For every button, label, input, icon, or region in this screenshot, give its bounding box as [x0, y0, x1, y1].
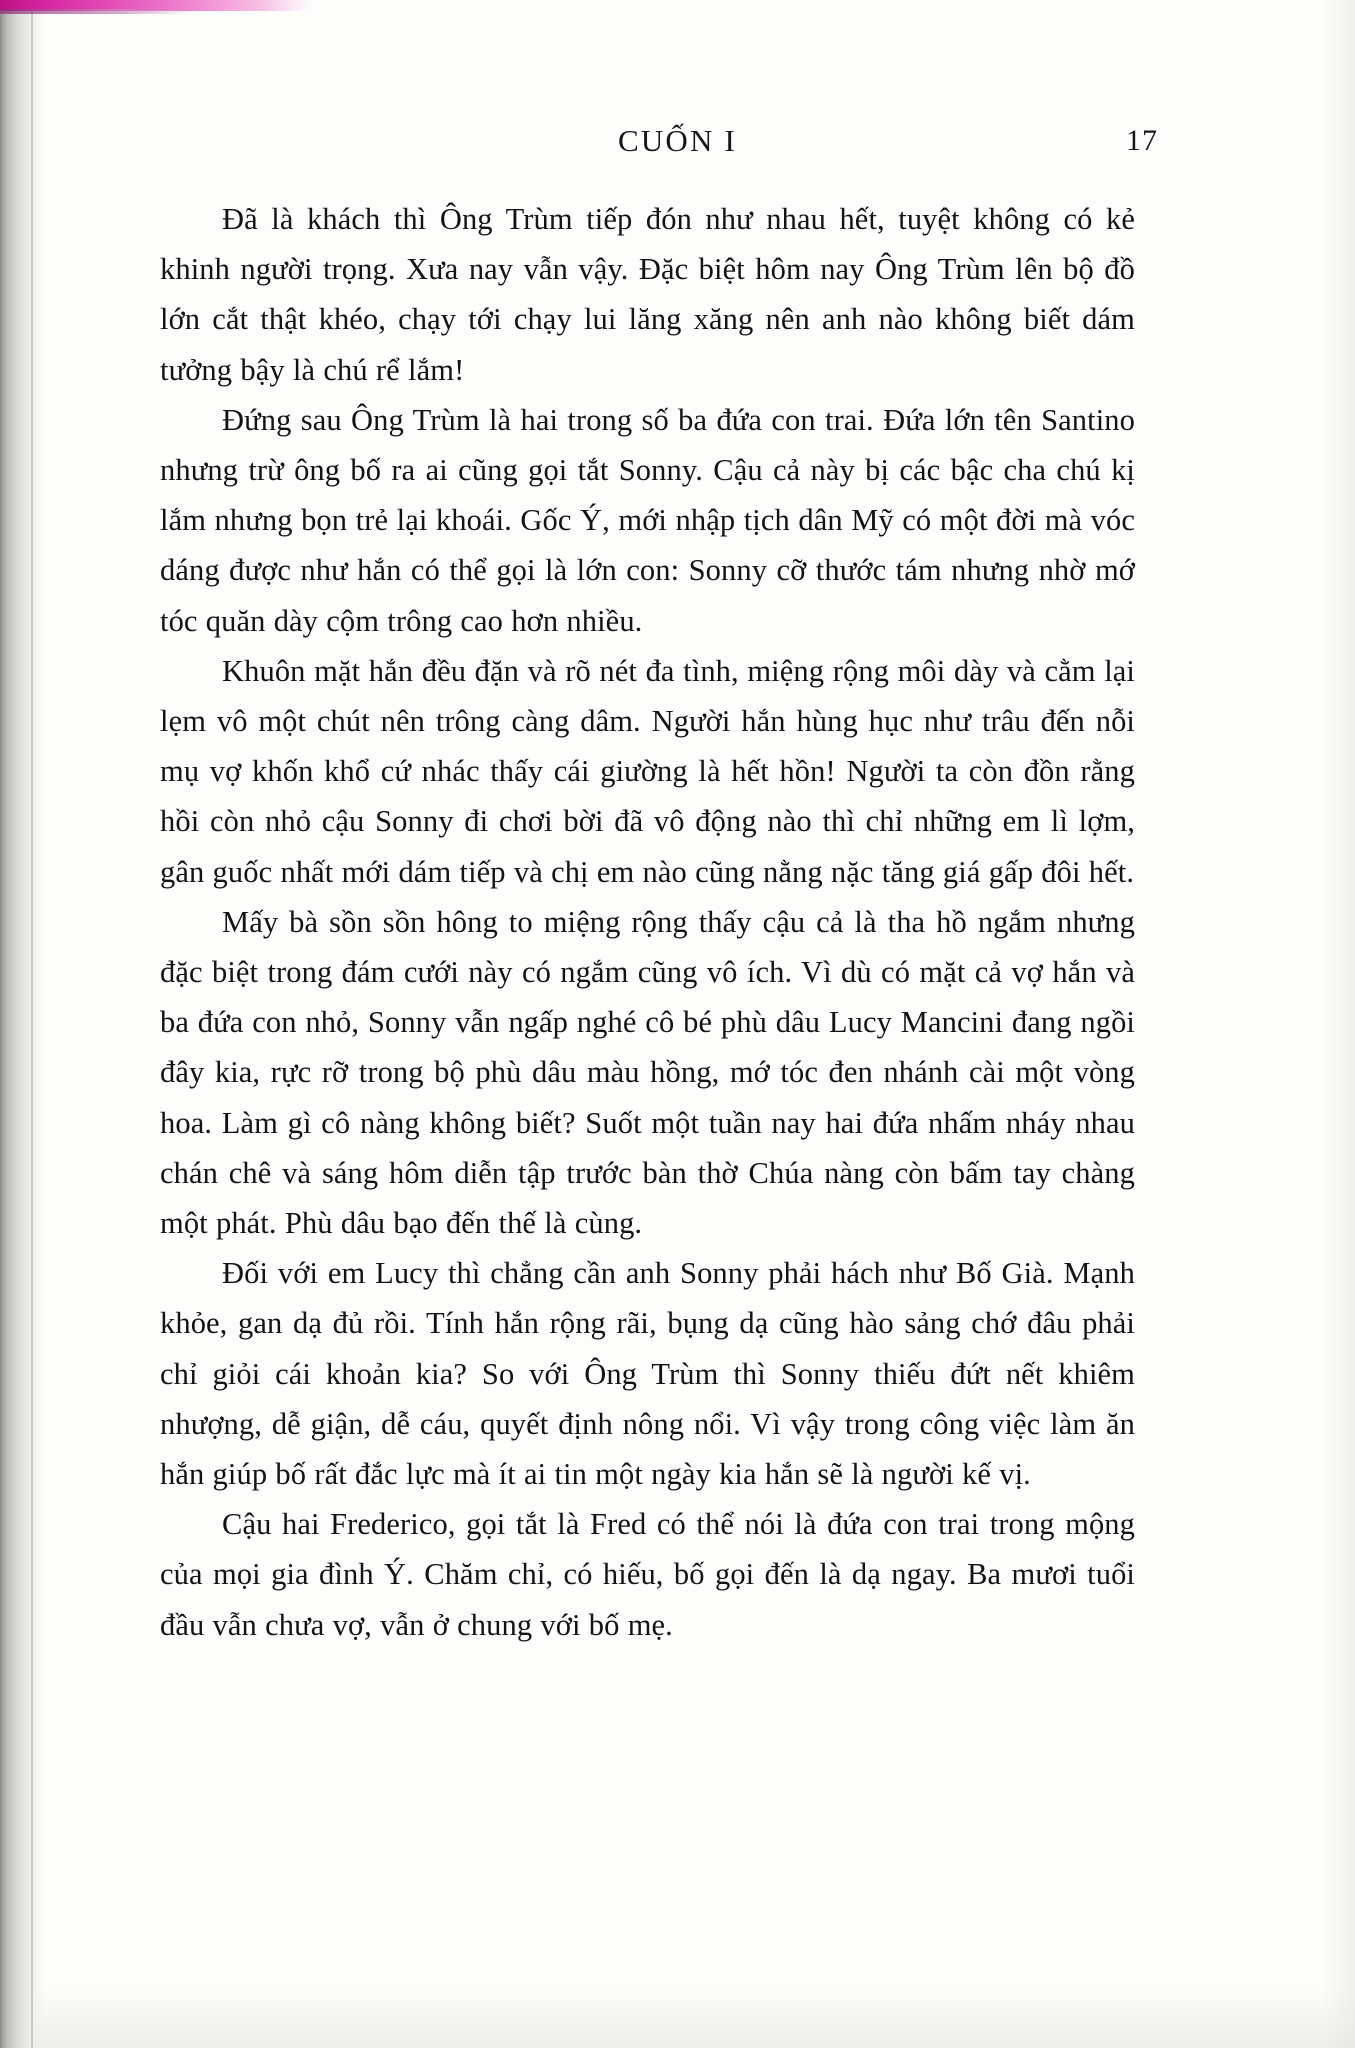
- paragraph-2: Đứng sau Ông Trùm là hai trong số ba đứa con trai. Đứa lớn tên Santino nhưng trừ ông bố ra ai cũng gọi tắt Sonny. Cậu cả này bị các bậc cha chú kị lắm nhưng bọn trẻ lại khoái. Gốc Ý, mới nhập tịch dân Mỹ có một đời mà vóc dáng được như hắn có thể gọi là lớn con: Sonny cỡ thước tám nhưng nhờ mớ tóc quăn dày cộm trông cao hơn nhiều.: [160, 402, 1135, 638]
- paragraph-4: Mấy bà sồn sồn hông to miệng rộng thấy cậu cả là tha hồ ngắm nhưng đặc biệt trong đám cưới này có ngắm cũng vô ích. Vì dù có mặt cả vợ hắn và ba đứa con nhỏ, Sonny vẫn ngấp nghé cô bé phù dâu Lucy Mancini đang ngồi đây kia, rực rỡ trong bộ phù dâu màu hồng, mớ tóc đen nhánh cài một vòng hoa. Làm gì cô nàng không biết? Suốt một tuần nay hai đứa nhấm nháy nhau chán chê và sáng hôm diễn tập trước bàn thờ Chúa nàng còn bấm tay chàng một phát. Phù dâu bạo đến thế là cùng.: [160, 904, 1135, 1241]
- page-bottom-shadow: [0, 1988, 1355, 2048]
- binding-edge-line: [31, 0, 33, 2048]
- running-head-title: CUỐN I: [617, 123, 738, 158]
- page-number: 17: [1126, 124, 1158, 157]
- paragraph-5: Đối với em Lucy thì chẳng cần anh Sonny phải hách như Bố Già. Mạnh khỏe, gan dạ đủ rồi. Tính hắn rộng rãi, bụng dạ cũng hào sảng chớ đâu phải chỉ giỏi cái khoản kia? So với Ông Trùm thì Sonny thiếu đứt nết khiêm nhượng, dễ giận, dễ cáu, quyết định nông nổi. Vì vậy trong công việc làm ăn hắn giúp bố rất đắc lực mà ít ai tin một ngày kia hắn sẽ là người kế vị.: [160, 1256, 1135, 1492]
- paragraph-6: Cậu hai Frederico, gọi tắt là Fred có thể nói là đứa con trai trong mộng của mọi gia đình Ý. Chăm chỉ, có hiếu, bố gọi đến là dạ ngay. Ba mươi tuổi đầu vẫn chưa vợ, vẫn ở chung với bố mẹ.: [160, 1507, 1135, 1642]
- page-right-shadow: [1321, 0, 1355, 2048]
- scanner-color-artifact-secondary: [0, 9, 190, 14]
- body-text: [160, 194, 1135, 1650]
- running-head: [155, 123, 1200, 167]
- binding-gutter-shadow: [0, 0, 46, 2048]
- paragraph-3: Khuôn mặt hắn đều đặn và rõ nét đa tình, miệng rộng môi dày và cằm lại lẹm vô một chút nên trông càng dâm. Người hắn hùng hục như trâu đến nỗi mụ vợ khốn khổ cứ nhác thấy cái giường là hết hồn! Người ta còn đồn rằng hồi còn nhỏ cậu Sonny đi chơi bời đã vô động nào thì chỉ những em lì lợm, gân guốc nhất mới dám tiếp và chị em nào cũng nằng nặc tăng giá gấp đôi hết.: [160, 653, 1135, 889]
- paragraph-1: Đã là khách thì Ông Trùm tiếp đón như nhau hết, tuyệt không có kẻ khinh người trọng. Xưa nay vẫn vậy. Đặc biệt hôm nay Ông Trùm lên bộ đồ lớn cắt thật khéo, chạy tới chạy lui lăng xăng nên anh nào không biết dám tưởng bậy là chú rể lắm!: [160, 202, 1135, 387]
